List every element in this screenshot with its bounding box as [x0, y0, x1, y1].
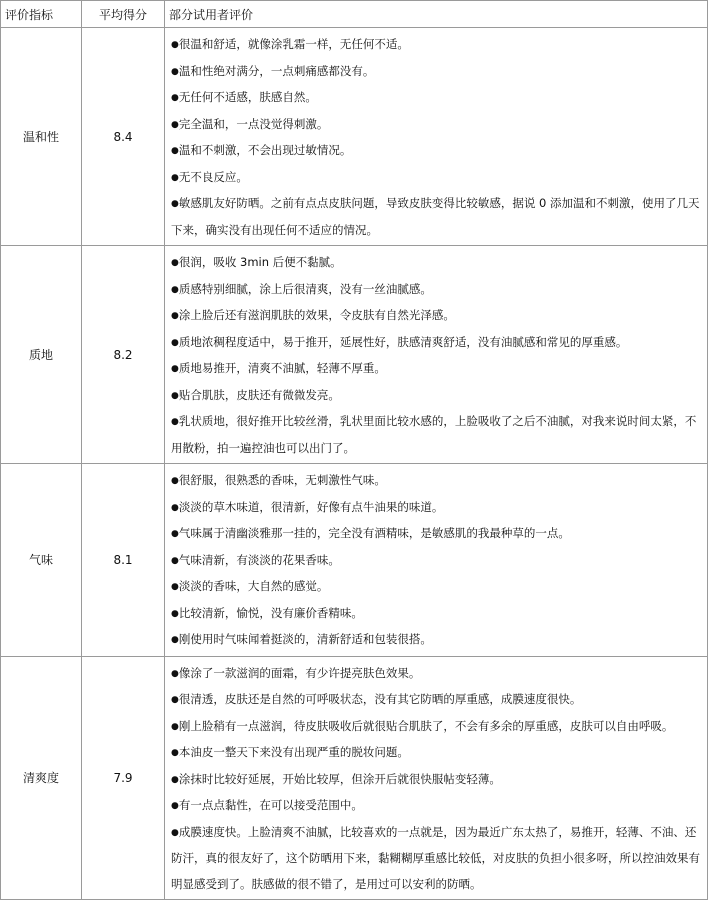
table-row-texture — [1, 246, 708, 464]
comment-item: ● 质地易推开，清爽不油腻，轻薄不厚重。 — [171, 356, 701, 383]
table-row-mildness — [1, 28, 708, 246]
table-row-scent — [1, 464, 708, 657]
comment-item: ● 乳状质地，很好推开比较丝滑，乳状里面比较水感的，上脸吸收了之后不油腻，对我来说时间太紧，不用散粉，拍一遍控油也可以出门了。 — [171, 409, 701, 461]
comment-item: ● 温和不刺激，不会出现过敏情况。 — [171, 138, 701, 165]
comment-item: ● 很润，吸收 3min 后便不黏腻。 — [171, 250, 701, 277]
comment-item: ● 无不良反应。 — [171, 165, 701, 192]
comment-item: ● 质地浓稠程度适中，易于推开，延展性好，肤感清爽舒适，没有油腻感和常见的厚重感。 — [171, 330, 701, 357]
comment-item: ● 涂上脸后还有滋润肌肤的效果，令皮肤有自然光泽感。 — [171, 303, 701, 330]
comments-cell — [165, 464, 708, 657]
metric-cell: 气味 — [1, 464, 82, 657]
comments-cell — [165, 656, 708, 900]
metric-cell: 质地 — [1, 246, 82, 464]
comment-item: ● 涂抹时比较好延展，开始比较厚，但涂开后就很快服帖变轻薄。 — [171, 767, 701, 794]
comment-item: ● 完全温和，一点没觉得刺激。 — [171, 112, 701, 139]
comments-cell — [165, 246, 708, 464]
score-cell: 7.9 — [82, 656, 165, 900]
header-comments: 部分试用者评价 — [165, 1, 708, 28]
comment-item: ● 无任何不适感，肤感自然。 — [171, 85, 701, 112]
header-score: 平均得分 — [82, 1, 165, 28]
comment-item: ● 有一点点黏性，在可以接受范围中。 — [171, 793, 701, 820]
comment-item: ● 本油皮一整天下来没有出现严重的脱妆问题。 — [171, 740, 701, 767]
score-cell: 8.1 — [82, 464, 165, 657]
comment-item: ● 很温和舒适，就像涂乳霜一样，无任何不适。 — [171, 32, 701, 59]
comment-item: ● 成膜速度快。上脸清爽不油腻，比较喜欢的一点就是，因为最近广东太热了，易推开，轻薄、不油、还防汗，真的很友好了，这个防晒用下来，黏糊糊厚重感比较低，对皮肤的负担小很多呀，所以控油效果有明显感受到了。肤感做的很不错了，是用过可以安利的防晒。 — [171, 820, 701, 898]
comment-item: ● 气味清新，有淡淡的花果香味。 — [171, 548, 701, 575]
comment-item: ● 很舒服，很熟悉的香味，无刺激性气味。 — [171, 468, 701, 495]
comment-item: ● 淡淡的草木味道，很清新，好像有点牛油果的味道。 — [171, 495, 701, 522]
metric-cell: 温和性 — [1, 28, 82, 246]
header-metric: 评价指标 — [1, 1, 82, 28]
comment-item: ● 温和性绝对满分，一点刺痛感都没有。 — [171, 59, 701, 86]
comment-item: ● 贴合肌肤，皮肤还有微微发亮。 — [171, 383, 701, 410]
score-cell: 8.4 — [82, 28, 165, 246]
header-row — [1, 1, 708, 28]
score-cell: 8.2 — [82, 246, 165, 464]
comment-list — [171, 468, 701, 654]
comment-list — [171, 32, 701, 243]
comment-item: ● 很清透，皮肤还是自然的可呼吸状态，没有其它防晒的厚重感，成膜速度很快。 — [171, 687, 701, 714]
comment-item: ● 比较清新，愉悦，没有廉价香精味。 — [171, 601, 701, 628]
comment-item: ● 像涂了一款滋润的面霜，有少许提亮肤色效果。 — [171, 661, 701, 688]
comment-item: ● 敏感肌友好防晒。之前有点点皮肤问题，导致皮肤变得比较敏感，据说 0 添加温和不刺激，使用了几天下来，确实没有出现任何不适应的情况。 — [171, 191, 701, 243]
metric-cell: 清爽度 — [1, 656, 82, 900]
comment-item: ● 刚上脸稍有一点滋润，待皮肤吸收后就很贴合肌肤了，不会有多余的厚重感，皮肤可以自由呼吸。 — [171, 714, 701, 741]
comment-item: ● 质感特别细腻，涂上后很清爽，没有一丝油腻感。 — [171, 277, 701, 304]
comment-item: ● 气味属于清幽淡雅那一挂的，完全没有酒精味，是敏感肌的我最种草的一点。 — [171, 521, 701, 548]
table-row-freshness — [1, 656, 708, 900]
comment-item: ● 淡淡的香味，大自然的感觉。 — [171, 574, 701, 601]
comment-list — [171, 250, 701, 461]
comments-cell — [165, 28, 708, 246]
comment-list — [171, 661, 701, 898]
comment-item: ● 刚使用时气味闻着挺淡的，清新舒适和包装很搭。 — [171, 627, 701, 654]
